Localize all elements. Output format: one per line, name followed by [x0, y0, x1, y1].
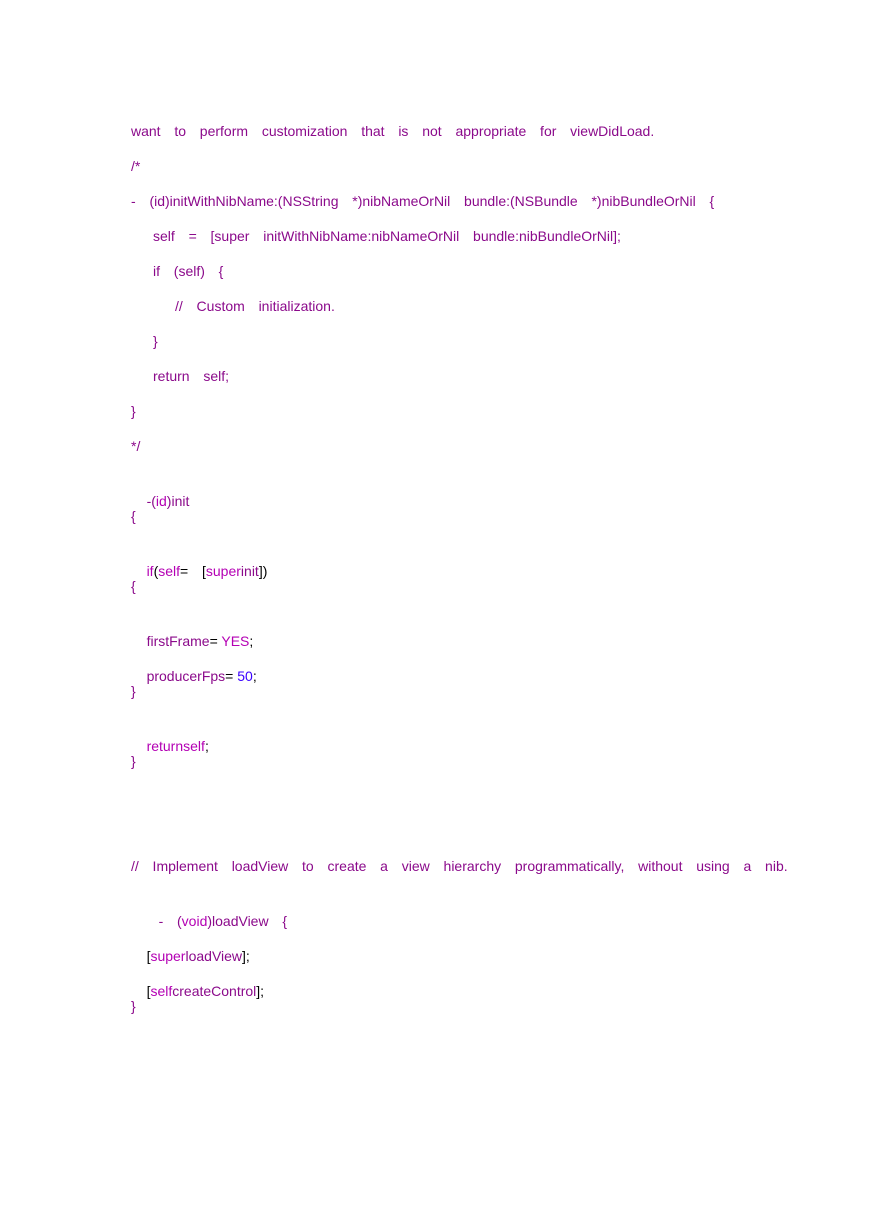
code-token: =	[225, 668, 238, 684]
code-token: =	[209, 633, 222, 649]
code-token: ])	[258, 563, 268, 579]
code-comment-custom-init: // Custom initialization.	[175, 298, 335, 314]
code-keyword: self	[150, 983, 173, 999]
comment-close: */	[131, 438, 141, 454]
code-variable: producerFps	[146, 668, 226, 684]
code-token: = [	[180, 563, 206, 579]
code-keyword: void	[181, 913, 208, 929]
code-variable: firstFrame	[146, 633, 210, 649]
comment-line-loadview: // Implement loadView to create a view hierarchy programmatically, without using a nib.	[131, 858, 788, 874]
code-literal: YES	[221, 633, 250, 649]
code-line-return-self: return self;	[153, 368, 230, 384]
code-keyword: self	[183, 738, 205, 754]
code-open-brace: {	[131, 578, 136, 594]
code-close-brace: }	[131, 403, 136, 419]
code-keyword: super	[205, 563, 241, 579]
code-token: ;	[252, 668, 257, 684]
code-line-producerfps	[131, 646, 257, 684]
code-token: ;	[249, 633, 254, 649]
code-line-self-createcontrol	[131, 961, 265, 999]
code-close-brace: }	[131, 753, 136, 769]
comment-line: want to perform customization that is not appropriate for viewDidLoad.	[131, 123, 655, 139]
code-line-self-assign: self = [super initWithNibName:nibNameOrNil bundle:nibBundleOrNil];	[153, 228, 621, 244]
code-token: createControl	[172, 983, 257, 999]
code-token: [	[146, 948, 151, 964]
code-keyword: self	[158, 563, 181, 579]
code-token: ];	[256, 983, 265, 999]
code-token: [	[146, 983, 151, 999]
code-token: init	[240, 563, 259, 579]
code-keyword: id	[155, 493, 167, 509]
code-line-returnself	[131, 716, 209, 754]
method-signature-init	[131, 471, 190, 509]
code-close-brace: }	[131, 998, 136, 1014]
code-keyword: return	[146, 738, 184, 754]
code-close-brace: }	[153, 333, 158, 349]
code-token: loadView	[185, 948, 243, 964]
code-token: )init	[166, 493, 190, 509]
method-signature-initwithnibname: - (id)initWithNibName:(NSString *)nibNameOrNil bundle:(NSBundle *)nibBundleOrNil {	[131, 193, 715, 209]
code-token: ];	[242, 948, 250, 964]
code-keyword: if	[146, 563, 154, 579]
code-line-if-super-init	[131, 541, 268, 579]
code-line-if-self: if (self) {	[153, 263, 224, 279]
code-token: (	[153, 563, 159, 579]
code-keyword: super	[150, 948, 186, 964]
code-token: -(	[146, 493, 156, 509]
code-open-brace: {	[131, 508, 136, 524]
code-token: - (	[158, 913, 182, 929]
code-line-super-loadview	[131, 926, 250, 964]
code-token: )loadView {	[207, 913, 288, 929]
code-line-firstframe	[131, 611, 254, 649]
code-number: 50	[237, 668, 253, 684]
method-signature-loadview	[131, 891, 288, 929]
code-close-brace: }	[131, 683, 136, 699]
comment-open: /*	[131, 158, 141, 174]
code-token: ;	[204, 738, 209, 754]
